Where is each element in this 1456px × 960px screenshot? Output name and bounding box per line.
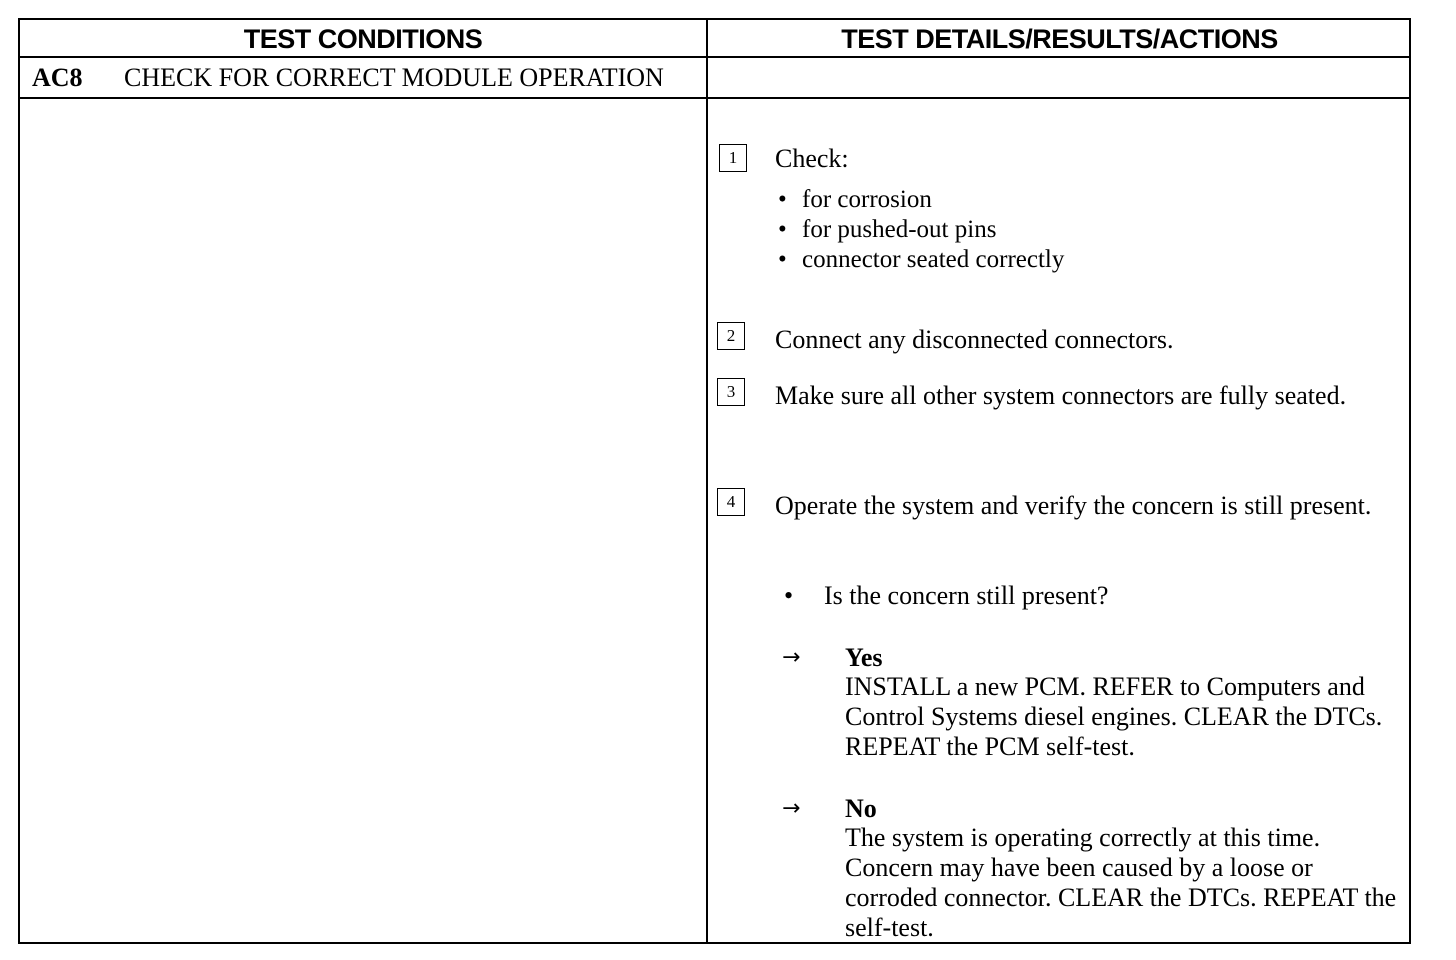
answer-yes-text: INSTALL a new PCM. REFER to Computers and Control Systems diesel engines. CLEAR the DTCs. REPEAT the PCM self-test. (845, 672, 1383, 761)
step-number-3: 3 (717, 378, 745, 406)
question-bullet: • (784, 581, 794, 610)
answer-no-label: No (845, 794, 877, 823)
answer-yes-label: Yes (845, 643, 883, 672)
header-divider (20, 56, 1409, 58)
diagnostic-table (18, 18, 1411, 944)
column-divider (706, 20, 708, 942)
header-test-conditions: TEST CONDITIONS (243, 24, 483, 54)
step-1-text: Check: (775, 144, 849, 173)
answer-no-text: The system is operating correctly at this time. Concern may have been caused by a loose or corroded connector. CLEAR the DTCs. REPEAT the self-test. (845, 823, 1397, 942)
step-number-1: 1 (719, 144, 747, 172)
step-title: CHECK FOR CORRECT MODULE OPERATION (124, 63, 664, 92)
step-code: AC8 (32, 63, 83, 92)
step-number-2: 2 (717, 322, 745, 350)
step-number-4: 4 (717, 488, 745, 516)
step-2-text: Connect any disconnected connectors. (775, 325, 1174, 354)
list-item: • for pushed-out pins (776, 215, 1064, 245)
question-text: Is the concern still present? (824, 581, 1109, 610)
header-test-details: TEST DETAILS/RESULTS/ACTIONS (841, 24, 1278, 54)
step-1-bullets (776, 185, 1064, 275)
conditions-cell (20, 99, 706, 944)
step-title-row (32, 60, 664, 96)
list-item: • for corrosion (776, 185, 1064, 215)
arrow-icon: → (782, 796, 801, 821)
step-3-text: Make sure all other system connectors are fully seated. (775, 381, 1347, 410)
arrow-icon: → (782, 645, 801, 670)
list-item: • connector seated correctly (776, 245, 1064, 275)
step-4-text: Operate the system and verify the concern is still present. (775, 491, 1372, 520)
